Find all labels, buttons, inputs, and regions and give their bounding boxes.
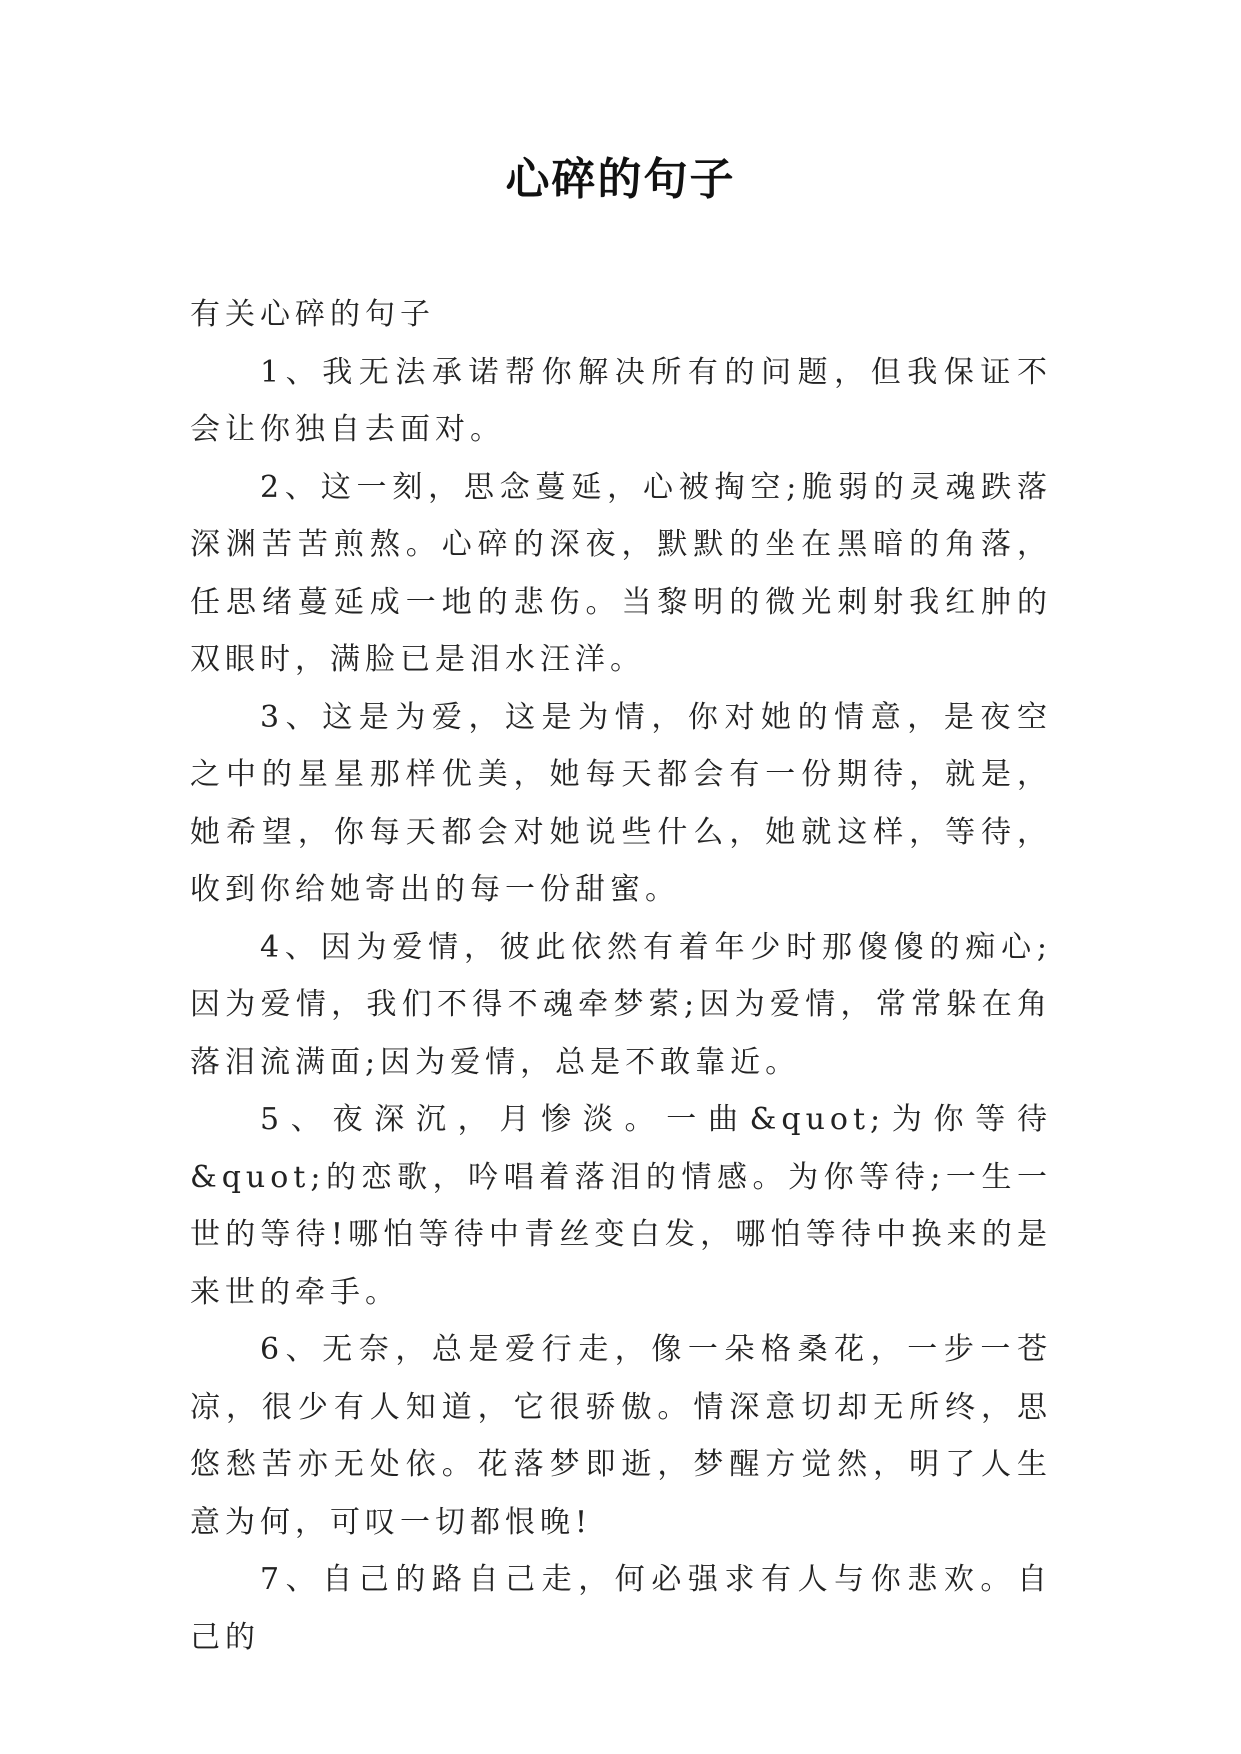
document-subtitle: 有关心碎的句子 (190, 297, 435, 332)
paragraph-2: 2、这一刻，思念蔓延，心被掏空;脆弱的灵魂跌落深渊苦苦煎熬。心碎的深夜，默默的坐在黑暗的角落，任思绪蔓延成一地的悲伤。当黎明的微光刺射我红肿的双眼时，满脸已是泪水汪洋。 (190, 469, 1052, 677)
page-title: 心碎的句子 (505, 154, 736, 205)
paragraph-1: 1、我无法承诺帮你解决所有的问题，但我保证不会让你独自去面对。 (190, 354, 1052, 447)
document-body (190, 286, 1052, 1666)
paragraph-7: 7、自己的路自己走，何必强求有人与你悲欢。自己的 (190, 1562, 1052, 1655)
paragraph-5: 5、夜深沉，月惨淡。一曲&quot;为你等待&quot;的恋歌，吟唱着落泪的情感。为你等待;一生一世的等待!哪怕等待中青丝变白发，哪怕等待中换来的是来世的牵手。 (190, 1102, 1052, 1310)
paragraph-6: 6、无奈，总是爱行走，像一朵格桑花，一步一苍凉，很少有人知道，它很骄傲。情深意切却无所终，思悠愁苦亦无处依。花落梦即逝，梦醒方觉然，明了人生意为何，可叹一切都恨晚! (190, 1332, 1052, 1540)
paragraph-4: 4、因为爱情，彼此依然有着年少时那傻傻的痴心;因为爱情，我们不得不魂牵梦萦;因为爱情，常常躲在角落泪流满面;因为爱情，总是不敢靠近。 (190, 929, 1052, 1080)
paragraph-3: 3、这是为爱，这是为情，你对她的情意，是夜空之中的星星那样优美，她每天都会有一份期待，就是，她希望，你每天都会对她说些什么，她就这样，等待，收到你给她寄出的每一份甜蜜。 (190, 699, 1052, 907)
